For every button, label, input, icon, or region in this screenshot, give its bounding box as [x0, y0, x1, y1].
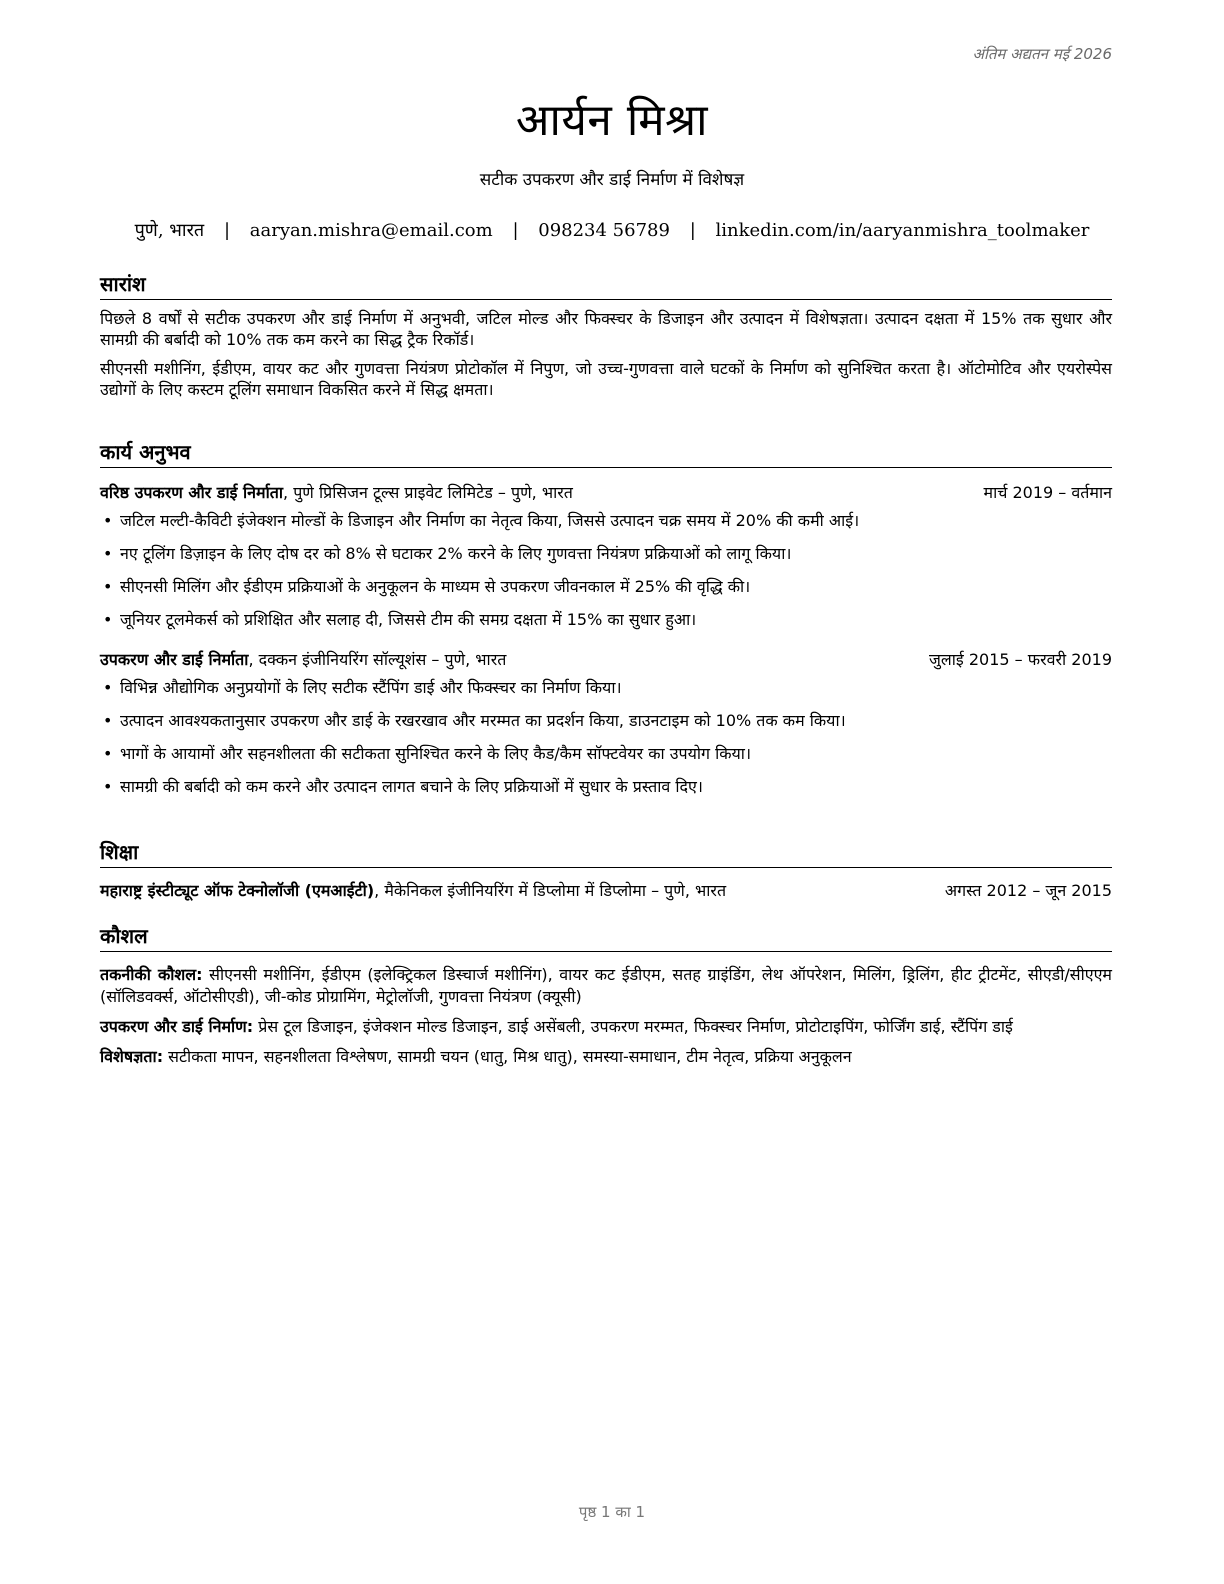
education-institution: महाराष्ट्र इंस्टीट्यूट ऑफ टेक्नोलॉजी (एमआईटी) — [100, 881, 375, 900]
tagline: सटीक उपकरण और डाई निर्माण में विशेषज्ञ — [479, 170, 745, 190]
job-company: , दक्कन इंजीनियरिंग सॉल्यूशंस – पुणे, भारत — [248, 650, 507, 669]
job-role: वरिष्ठ उपकरण और डाई निर्माता — [100, 483, 284, 502]
skill-value: सीएनसी मशीनिंग, ईडीएम (इलेक्ट्रिकल डिस्चार्ज मशीनिंग), वायर कट ईडीएम, सतह ग्राइंडिंग, लेथ ऑपरेशन, मिलिंग, ड्रिलिंग, हीट ट्रीटमेंट, सीएडी/सीएएम (सॉलिडवर्क्स, ऑटोसीएडी), जी-कोड प्रोग्रामिंग, मेट्रोलॉजी, गुणवत्ता नियंत्रण (क्यूसी) — [100, 965, 1112, 1006]
education-entry — [100, 880, 1112, 902]
job-bullets — [100, 677, 1112, 798]
job-title-line — [100, 649, 506, 671]
job-bullet: • सीएनसी मिलिंग और ईडीएम प्रक्रियाओं के अनुकूलन के माध्यम से उपकरण जीवनकाल में 25% की वृद्धि की। — [100, 576, 1112, 598]
summary-paragraph-2: सीएनसी मशीनिंग, ईडीएम, वायर कट और गुणवत्ता नियंत्रण प्रोटोकॉल में निपुण, जो उच्च-गुणवत्ता वाले घटकों के निर्माण को सुनिश्चित करता है। ऑटोमोटिव और एयरोस्पेस उद्योगों के लिए कस्टम टूलिंग समाधान विकसित करने में सिद्ध क्षमता। — [100, 359, 1112, 399]
job-bullet: • भागों के आयामों और सहनशीलता की सटीकता सुनिश्चित करने के लिए कैड/कैम सॉफ्टवेयर का उपयोग किया। — [100, 743, 1112, 765]
job-bullet: • सामग्री की बर्बादी को कम करने और उत्पादन लागत बचाने के लिए प्रक्रियाओं में सुधार के प्रस्ताव दिए। — [100, 776, 1112, 798]
job-bullet: • उत्पादन आवश्यकतानुसार उपकरण और डाई के रखरखाव और मरम्मत का प्रदर्शन किया, डाउनटाइम को 10% तक कम किया। — [100, 710, 1112, 732]
job-title-line — [100, 482, 573, 504]
contact-linkedin[interactable]: linkedin.com/in/aaryanmishra_toolmaker — [715, 220, 1090, 241]
job-entry — [100, 482, 1112, 631]
job-bullets — [100, 510, 1112, 631]
job-dates: जुलाई 2015 – फरवरी 2019 — [929, 650, 1112, 669]
contact-separator: | — [512, 220, 519, 241]
skill-row — [100, 1046, 1112, 1068]
education-dates: अगस्त 2012 – जून 2015 — [944, 881, 1112, 900]
summary-section — [100, 270, 1112, 400]
contact-separator: | — [223, 220, 231, 241]
contact-phone[interactable]: 098234 56789 — [538, 220, 670, 241]
skill-label: तकनीकी कौशल: — [100, 965, 203, 984]
skill-row — [100, 964, 1112, 1008]
job-header — [100, 482, 1112, 504]
education-title: शिक्षा — [100, 838, 1112, 868]
summary-title: सारांश — [100, 270, 1112, 300]
contact-location: पुणे, भारत — [134, 220, 205, 241]
education-section — [100, 838, 1112, 902]
experience-title: कार्य अनुभव — [100, 438, 1112, 468]
job-bullet: • नए टूलिंग डिज़ाइन के लिए दोष दर को 8% से घटाकर 2% करने के लिए गुणवत्ता नियंत्रण प्रक्रियाओं को लागू किया। — [100, 543, 1112, 565]
summary-paragraph-1: पिछले 8 वर्षों से सटीक उपकरण और डाई निर्माण में अनुभवी, जटिल मोल्ड और फिक्स्चर के डिजाइन और उत्पादन में विशेषज्ञता। उत्पादन दक्षता में 15% तक सुधार और सामग्री की बर्बादी को 10% तक कम करने का सिद्ध ट्रैक रिकॉर्ड। — [100, 309, 1112, 349]
job-dates: मार्च 2019 – वर्तमान — [983, 483, 1112, 502]
contact-line — [0, 218, 1224, 242]
skill-value: प्रेस टूल डिजाइन, इंजेक्शन मोल्ड डिजाइन, डाई असेंबली, उपकरण मरम्मत, फिक्स्चर निर्माण, प्रोटोटाइपिंग, फोर्जिंग डाई, स्टैंपिंग डाई — [253, 1017, 1013, 1036]
job-role: उपकरण और डाई निर्माता — [100, 650, 249, 669]
skills-section — [100, 922, 1112, 1068]
page-number: पृष्ठ 1 का 1 — [578, 1503, 646, 1521]
experience-section — [100, 438, 1112, 809]
job-bullet: • जूनियर टूलमेकर्स को प्रशिक्षित और सलाह दी, जिससे टीम की समग्र दक्षता में 15% का सुधार हुआ। — [100, 609, 1112, 631]
education-line — [100, 880, 726, 902]
skill-value: सटीकता मापन, सहनशीलता विश्लेषण, सामग्री चयन (धातु, मिश्र धातु), समस्या-समाधान, टीम नेतृत्व, प्रक्रिया अनुकूलन — [163, 1047, 852, 1066]
contact-separator: | — [689, 220, 696, 241]
skill-label: उपकरण और डाई निर्माण: — [100, 1017, 254, 1036]
job-entry — [100, 649, 1112, 798]
skills-title: कौशल — [100, 922, 1112, 952]
candidate-name: आर्यन मिश्रा — [515, 95, 709, 146]
job-company: , पुणे प्रिसिजन टूल्स प्राइवेट लिमिटेड – पुणे, भारत — [283, 483, 573, 502]
education-detail: , मैकेनिकल इंजीनियरिंग में डिप्लोमा में डिप्लोमा – पुणे, भारत — [374, 881, 727, 900]
skill-row — [100, 1016, 1112, 1038]
job-bullet: • विभिन्न औद्योगिक अनुप्रयोगों के लिए सटीक स्टैंपिंग डाई और फिक्स्चर का निर्माण किया। — [100, 677, 1112, 699]
job-header — [100, 649, 1112, 671]
contact-email[interactable]: aaryan.mishra@email.com — [249, 220, 493, 241]
skill-label: विशेषज्ञता: — [100, 1047, 164, 1066]
last-updated: अंतिम अद्यतन मई 2026 — [972, 45, 1112, 63]
job-bullet: • जटिल मल्टी-कैविटी इंजेक्शन मोल्डों के डिजाइन और निर्माण का नेतृत्व किया, जिससे उत्पादन चक्र समय में 20% की कमी आई। — [100, 510, 1112, 532]
